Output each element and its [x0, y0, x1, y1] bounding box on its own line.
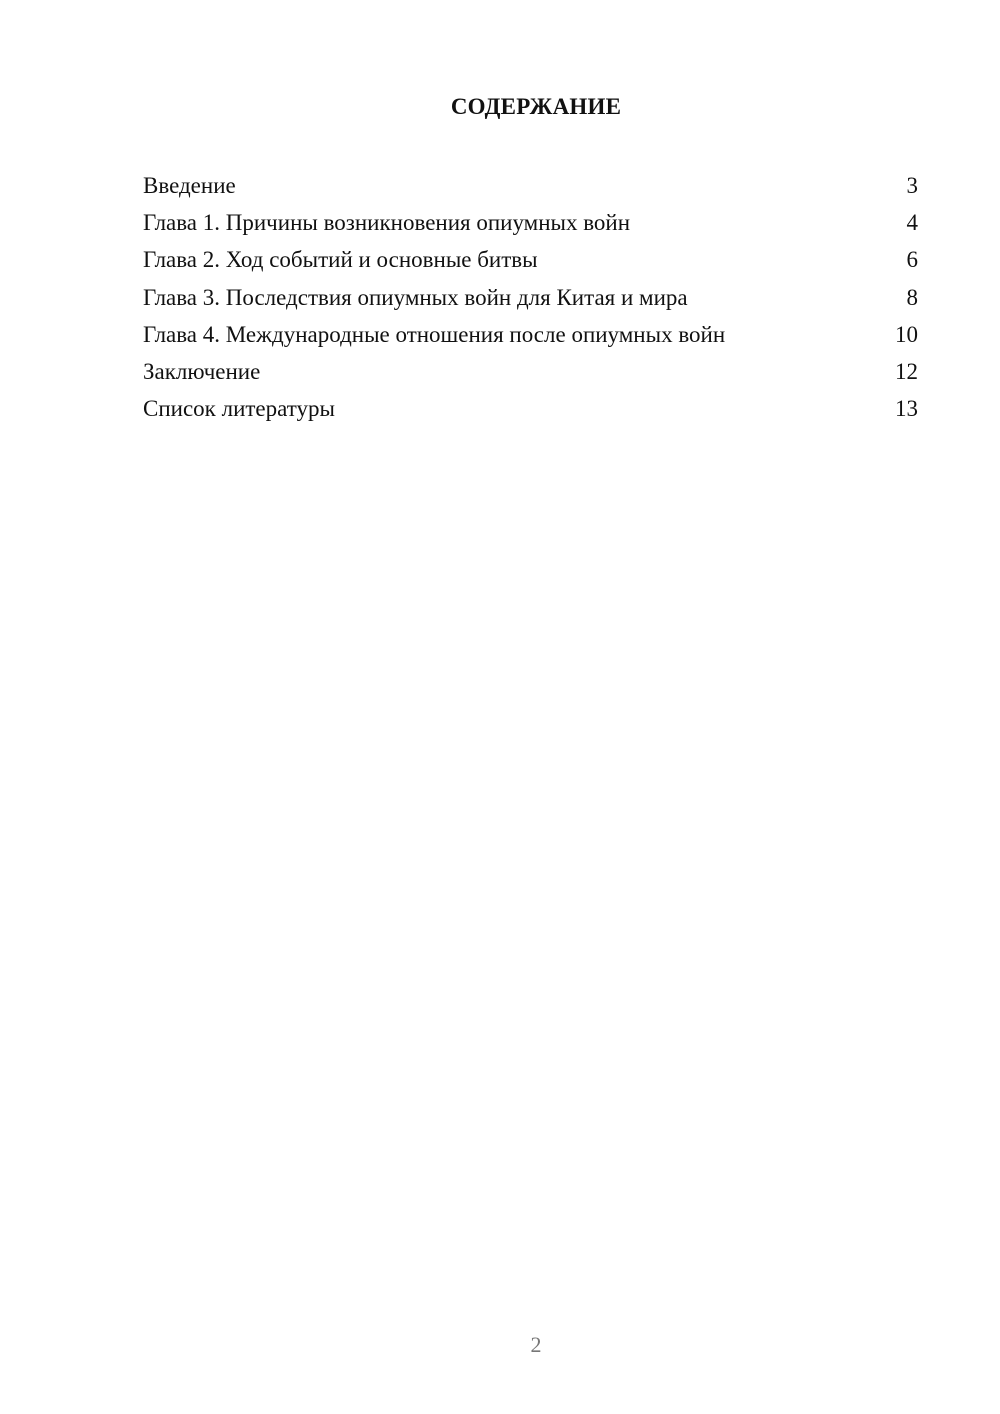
- toc-item-title: Список литературы: [143, 396, 335, 422]
- toc-item-conclusion: [143, 353, 918, 390]
- toc-item-title: Глава 3. Последствия опиумных войн для Китая и мира: [143, 284, 688, 310]
- toc-item-page: 6: [906, 247, 918, 273]
- toc-item-page: 8: [906, 284, 918, 310]
- toc-item-title: Глава 4. Международные отношения после опиумных войн: [143, 321, 726, 347]
- toc-item-references: [143, 390, 918, 427]
- toc-item-chapter-2: [143, 241, 918, 278]
- toc-item-title: Глава 1. Причины возникновения опиумных войн: [143, 210, 631, 236]
- table-of-contents: [143, 167, 918, 427]
- toc-item-page: 12: [895, 358, 918, 384]
- toc-item-page: 13: [895, 396, 918, 422]
- toc-item-page: 3: [906, 173, 918, 198]
- toc-item-title: Глава 2. Ход событий и основные битвы: [143, 247, 538, 273]
- toc-item-title: Введение: [143, 173, 236, 198]
- toc-item-chapter-4: [143, 316, 918, 353]
- toc-item-introduction: [143, 167, 918, 204]
- toc-item-page: 4: [906, 210, 918, 236]
- toc-item-chapter-3: [143, 279, 918, 316]
- toc-item-page: 10: [895, 321, 918, 347]
- toc-item-chapter-1: [143, 204, 918, 241]
- toc-item-title: Заключение: [143, 358, 261, 384]
- toc-heading: СОДЕРЖАНИЕ: [450, 94, 622, 119]
- page-number: 2: [530, 1332, 542, 1357]
